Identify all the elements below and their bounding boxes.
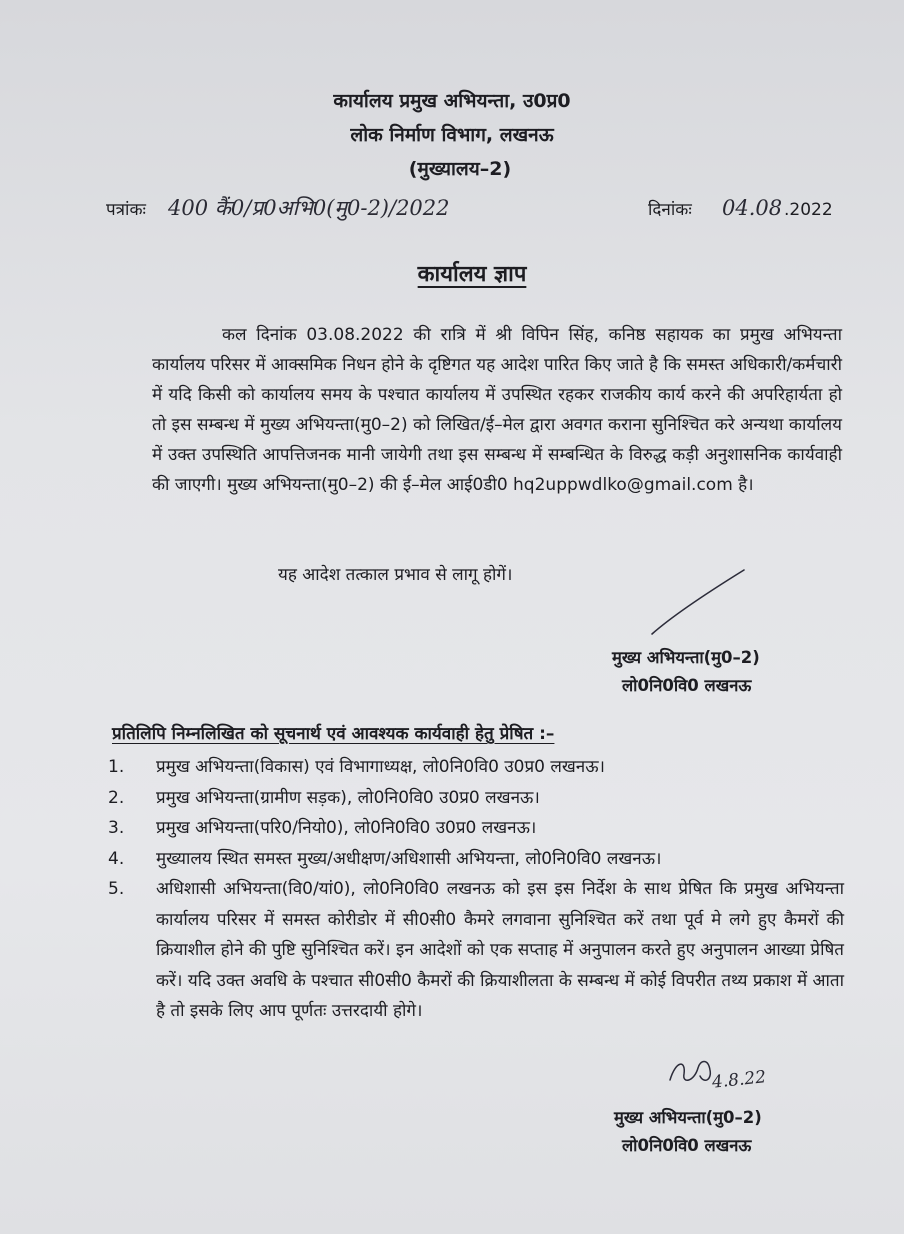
- signature-stroke: [640, 566, 750, 640]
- copy-list-item: [108, 752, 844, 783]
- date-label: दिनांकः: [648, 200, 692, 220]
- date-handwritten: 04.08: [722, 196, 783, 220]
- signature2-office: लो0नि0वि0 लखनऊ: [622, 1136, 752, 1155]
- copy-item-number: 3.: [108, 818, 125, 838]
- reference-number-handwritten: 400 कैं0/प्र0अभि0(मु0-2)/2022: [168, 196, 450, 220]
- copy-list-item: [108, 813, 844, 844]
- copy-list: [108, 752, 844, 1027]
- signature2-designation: मुख्य अभियन्ता(मु0–2): [614, 1108, 762, 1127]
- copy-list-item: [108, 783, 844, 814]
- copy-item-number: 5.: [108, 879, 125, 899]
- memo-title: कार्यालय ज्ञाप: [417, 262, 527, 287]
- copy-item-number: 1.: [108, 757, 125, 777]
- memo-closing: यह आदेश तत्काल प्रभाव से लागू होगें।: [278, 565, 513, 585]
- copy-item-text: अधिशासी अभियन्ता(वि0/यां0), लो0नि0वि0 लखनऊ को इस इस निर्देश के साथ प्रेषित कि प्रमुख अभियन्ता कार्यालय परिसर में समस्त कोरीडोर में सी0सी0 कैमरे लगवाना सुनिश्चित करें तथा पूर्व मे लगे हुए कैमरों की क्रियाशील होने की पुष्टि सुनिश्चित करें। इन आदेशों को एक सप्ताह में अनुपालन करते हुए अनुपालन आख्या प्रेषित करें। यदि उक्त अवधि के पश्चात सी0सी0 कैमरों की क्रियाशीलता के सम्बन्ध में कोई विपरीत तथ्य प्रकाश में आता है तो इसके लिए आप पूर्णतः उत्तरदायी होगे।: [156, 879, 844, 1021]
- copy-list-item: [108, 874, 844, 1027]
- signature1-designation: मुख्य अभियन्ता(मु0–2): [612, 648, 760, 667]
- office-header-line2: लोक निर्माण विभाग, लखनऊ: [350, 124, 554, 146]
- copy-item-number: 4.: [108, 848, 125, 869]
- copy-item-number: 2.: [108, 787, 125, 808]
- date-year: .2022: [784, 200, 833, 220]
- copy-list-item: [108, 844, 844, 875]
- memo-body-paragraph: [152, 320, 842, 500]
- office-header-line1: कार्यालय प्रमुख अभियन्ता, उ0प्र0: [333, 90, 571, 112]
- initials-date-handwritten: 4.8.22: [711, 1067, 767, 1093]
- office-header-line3: (मुख्यालय–2): [408, 158, 512, 180]
- copy-item-text: प्रमुख अभियन्ता(परि0/नियो0), लो0नि0वि0 उ0प्र0 लखनऊ।: [156, 818, 537, 838]
- reference-label: पत्रांकः: [106, 200, 146, 220]
- copy-item-text: प्रमुख अभियन्ता(ग्रामीण सड़क), लो0नि0वि0 उ0प्र0 लखनऊ।: [156, 787, 540, 808]
- memo-body-text: कल दिनांक 03.08.2022 की रात्रि में श्री विपिन सिंह, कनिष्ठ सहायक का प्रमुख अभियन्ता कार्यालय परिसर में आक्समिक निधन होने के दृष्टिगत यह आदेश पारित किए जाते है कि समस्त अधिकारी/कर्मचारी में यदि किसी को कार्यालय समय के पश्चात कार्यालय में उपस्थित रहकर राजकीय कार्य करने की अपरिहार्यता हो तो इस सम्बन्ध में मुख्य अभियन्ता(मु0–2) को लिखित/ई–मेल द्वारा अवगत कराना सुनिश्चित करे अन्यथा कार्यालय में उक्त उपस्थिति आपत्तिजनक मानी जायेगी तथा इस सम्बन्ध में सम्बन्धित के विरुद्ध कड़ी अनुशासनिक कार्यवाही की जाएगी। मुख्य अभियन्ता(मु0–2) की ई–मेल आई0डी0 hq2uppwdlko@gmail.com है।: [152, 325, 842, 495]
- copy-item-text: प्रमुख अभियन्ता(विकास) एवं विभागाध्यक्ष, लो0नि0वि0 उ0प्र0 लखनऊ।: [156, 757, 605, 777]
- copy-item-text: मुख्यालय स्थित समस्त मुख्य/अधीक्षण/अधिशासी अभियन्ता, लो0नि0वि0 लखनऊ।: [156, 848, 662, 869]
- signature1-office: लो0नि0वि0 लखनऊ: [622, 676, 752, 695]
- copy-heading: प्रतिलिपि निम्नलिखित को सूचनार्थ एवं आवश्यक कार्यवाही हेतु प्रेषित :–: [112, 724, 555, 744]
